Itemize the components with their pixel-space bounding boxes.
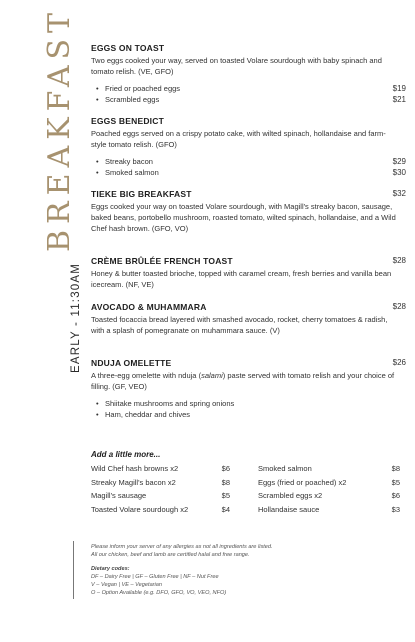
option-row [96, 398, 406, 409]
extra-price: $8 [221, 477, 230, 487]
extra-row [258, 489, 400, 503]
extra-row [91, 476, 230, 490]
option-row [96, 167, 406, 178]
option-label: Scrambled eggs [105, 95, 160, 104]
item-description: Toasted focaccia bread layered with smashed avocado, rocket, cherry tomatoes & radish, with a splash of pomegranate on muhammara sauce. (V) [91, 315, 388, 335]
item-name: CRÈME BRÛLÉE FRENCH TOAST [91, 256, 233, 266]
item-description: Eggs cooked your way on toasted Volare sourdough, with Magill's streaky bacon, sausage, baked beans, portobello mushroom, roasted tomato, wilted spinach, hollandaise, and a Wild Chef hash brown. (GFO, VO) [91, 202, 396, 233]
dietary-code-line: DF – Dairy Free | GF – Gluten Free | NF – Nut Free [91, 574, 219, 580]
dietary-codes-title: Dietary codes: [91, 566, 130, 572]
item-options [91, 398, 406, 420]
extra-price: $5 [391, 477, 400, 487]
extra-price: $3 [391, 505, 400, 515]
option-price: $29 [392, 157, 406, 166]
menu-item-french-toast [91, 256, 406, 290]
dietary-code-line: O – Option Available (e.g. DFO, GFO, VO, VEO, NFO) [91, 590, 227, 596]
extra-label: Eggs (fried or poached) x2 [258, 477, 347, 487]
option-label: Shiitake mushrooms and spring onions [105, 399, 235, 408]
extra-label: Magill's sausage [91, 491, 147, 501]
item-name: TIEKE BIG BREAKFAST [91, 189, 192, 199]
extra-price: $6 [221, 464, 230, 473]
extra-row [258, 462, 400, 476]
extra-price: $4 [221, 505, 230, 515]
extra-label: Scrambled eggs x2 [258, 491, 323, 501]
extras-left-column [91, 462, 230, 517]
item-name: NDUJA OMELETTE [91, 358, 172, 368]
menu-hours: EARLY - 11:30AM [70, 262, 82, 373]
extra-row [91, 462, 230, 476]
option-row [96, 94, 406, 105]
extra-label: Toasted Volare sourdough x2 [91, 505, 189, 515]
menu-title: BREAKFAST [42, 6, 77, 252]
menu-item-eggs-benedict [91, 116, 406, 178]
item-price: $28 [392, 256, 406, 265]
item-price: $32 [392, 189, 406, 198]
notes-divider [73, 541, 74, 599]
item-name: EGGS ON TOAST [91, 43, 165, 53]
extra-row [258, 503, 400, 517]
item-options [91, 83, 406, 105]
extra-row [91, 503, 230, 517]
item-price: $26 [392, 358, 406, 367]
item-description: Poached eggs served on a crispy potato cake, with wilted spinach, hollandaise and farm-style tomato relish. (GFO) [91, 129, 386, 149]
option-row [96, 83, 406, 94]
option-row [96, 409, 406, 420]
menu-item-eggs-on-toast [91, 43, 406, 105]
option-price: $30 [392, 168, 406, 177]
desc-emphasis: salami [201, 371, 223, 380]
extra-label: Wild Chef hash browns x2 [91, 464, 179, 473]
extra-price: $6 [391, 491, 400, 501]
item-description: Two eggs cooked your way, served on toasted Volare sourdough with baby spinach and tomato relish. (VE, GFO) [91, 56, 382, 76]
item-description [91, 370, 406, 392]
menu-item-avocado-muhammara [91, 302, 406, 336]
item-description: Honey & butter toasted brioche, topped with caramel cream, fresh berries and vanilla bean icecream. (NF, VE) [91, 269, 392, 289]
extra-price: $8 [391, 464, 400, 473]
extra-label: Smoked salmon [258, 464, 312, 473]
notes-line: All our chicken, beef and lamb are certified halal and free range. [91, 552, 250, 558]
item-name: AVOCADO & MUHAMMARA [91, 302, 207, 312]
option-label: Streaky bacon [105, 157, 153, 166]
extra-row [258, 476, 400, 490]
notes-line: Please inform your server of any allergies as not all ingredients are listed. [91, 544, 273, 550]
menu-item-big-breakfast [91, 189, 406, 234]
extra-price: $5 [221, 491, 230, 501]
extra-row [91, 489, 230, 503]
option-row [96, 156, 406, 167]
extra-label: Hollandaise sauce [258, 505, 320, 515]
option-label: Ham, cheddar and chives [105, 410, 191, 419]
allergy-notes [91, 543, 273, 597]
extras-title: Add a little more... [91, 450, 161, 459]
desc-text: A three-egg omelette with nduja ( [91, 371, 202, 380]
item-price: $28 [392, 302, 406, 311]
item-options [91, 156, 406, 178]
item-name: EGGS BENEDICT [91, 116, 164, 126]
desc-text: ) paste served with tomato relish and your choice of filling. (GF, VEO) [91, 371, 395, 391]
option-label: Fried or poached eggs [105, 84, 181, 93]
option-price: $19 [392, 84, 406, 93]
extra-label: Streaky Magill's bacon x2 [91, 477, 176, 487]
extras-right-column [258, 462, 400, 517]
dietary-code-line: V – Vegan | VE – Vegetarian [91, 582, 163, 588]
option-price: $21 [392, 95, 406, 104]
menu-item-nduja-omelette [91, 358, 406, 420]
option-label: Smoked salmon [105, 168, 159, 177]
